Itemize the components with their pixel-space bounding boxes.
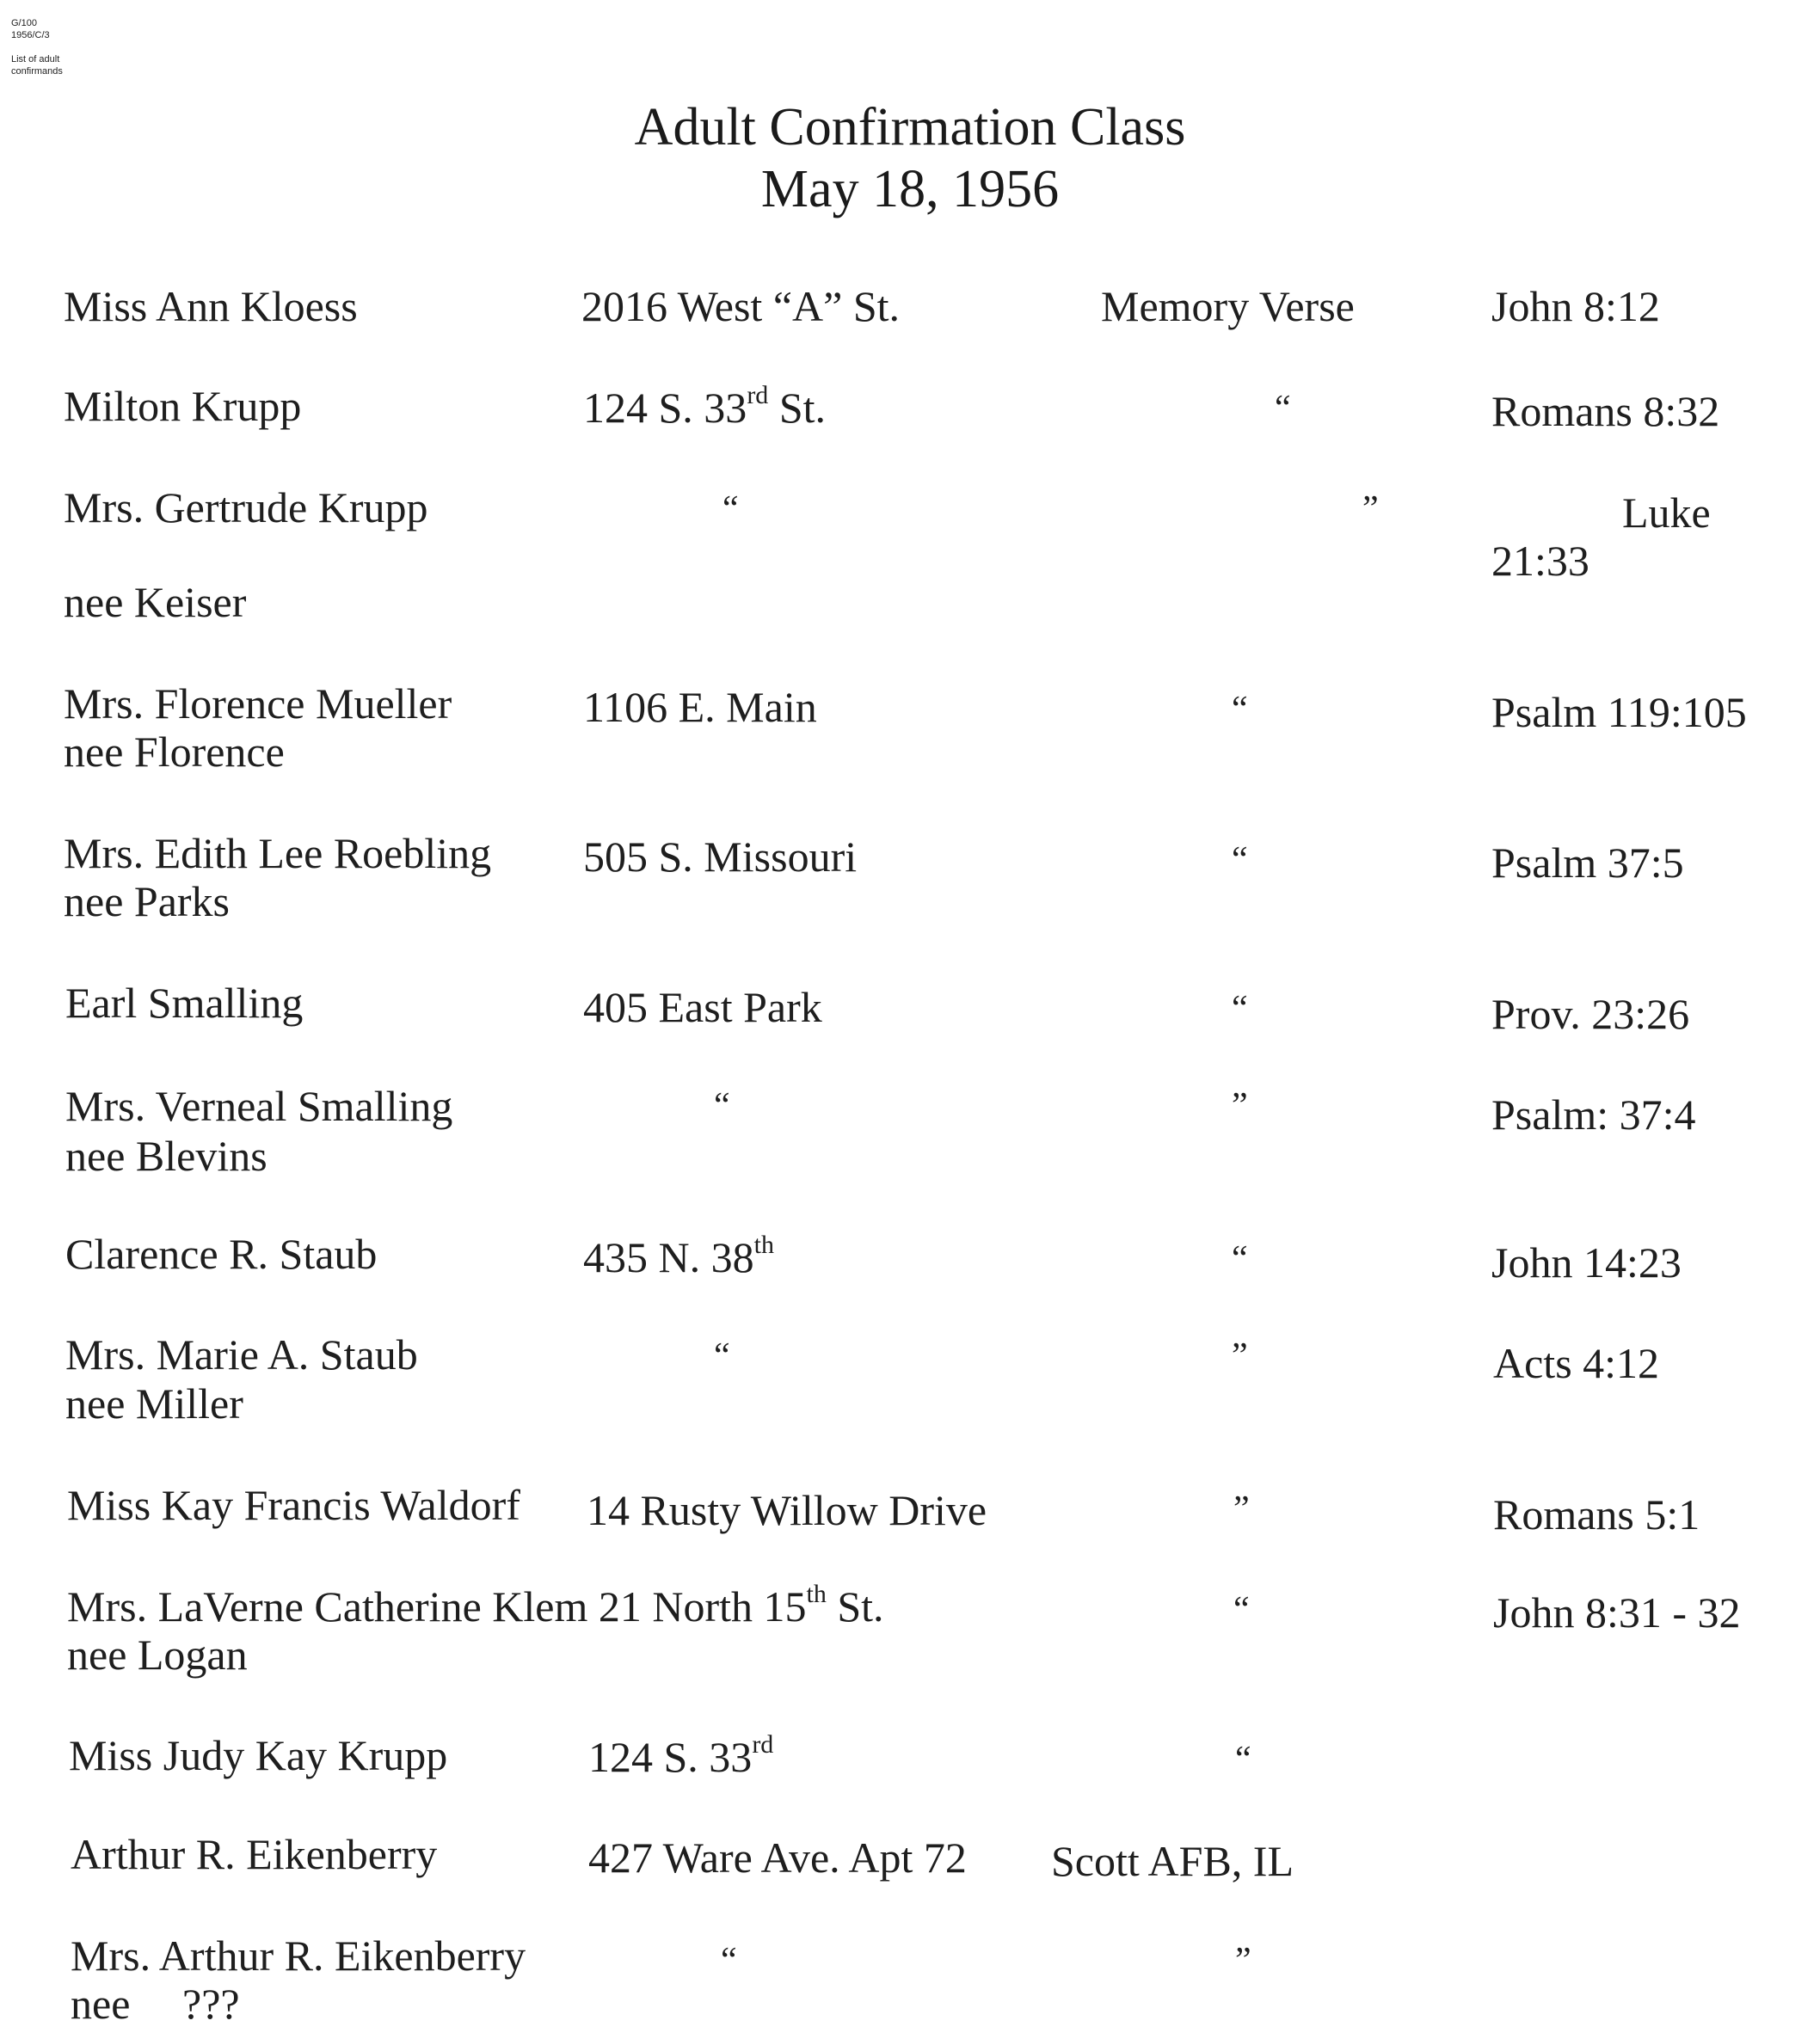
confirmand-address: 2016 West “A” St. (581, 282, 901, 330)
confirmand-address: 427 Ware Ave. Apt 72 (588, 1833, 967, 1882)
confirmand-name: Arthur R. Eikenberry (71, 1830, 438, 1878)
memory-verse-book: Luke (1622, 488, 1711, 537)
memory-verse: Acts 4:12 (1493, 1339, 1660, 1387)
memory-verse: Psalm: 37:4 (1491, 1090, 1696, 1139)
confirmand-name: Clarence R. Staub (65, 1230, 378, 1278)
confirmand-name: Milton Krupp (64, 382, 302, 430)
title-line-1: Adult Confirmation Class (634, 98, 1186, 157)
memory-verse: Romans 8:32 (1491, 387, 1720, 435)
reference-desc-line1: List of adult (11, 54, 60, 64)
ditto-mark: “ (722, 489, 739, 529)
ditto-mark: ” (1233, 1489, 1250, 1529)
confirmand-name: Mrs. Gertrude Krupp (64, 483, 428, 531)
memory-verse: Romans 5:1 (1493, 1490, 1700, 1538)
ditto-mark: “ (1232, 1239, 1248, 1279)
maiden-name: nee Keiser (64, 578, 247, 626)
title-date: May 18, 1956 (760, 160, 1060, 218)
confirmand-address: 435 N. 38th (583, 1231, 774, 1281)
ditto-mark: “ (1232, 690, 1248, 729)
confirmand-name: Mrs. Arthur R. Eikenberry (71, 1932, 526, 1980)
reference-code: G/100 (11, 18, 37, 28)
confirmand-name: Earl Smalling (65, 979, 304, 1027)
ditto-mark: “ (1235, 1740, 1251, 1779)
confirmand-address: 505 S. Missouri (583, 832, 858, 881)
memory-verse: John 8:12 (1491, 282, 1660, 330)
memory-verse: Psalm 119:105 (1491, 688, 1747, 736)
confirmand-name: Miss Kay Francis Waldorf (67, 1481, 520, 1529)
maiden-name: nee Parks (64, 877, 230, 925)
maiden-name: nee Miller (65, 1379, 243, 1428)
maiden-name: nee Florence (64, 728, 285, 776)
reference-year-code: 1956/C/3 (11, 30, 50, 40)
confirmand-name: Mrs. Marie A. Staub (65, 1330, 418, 1379)
confirmand-name: Mrs. Florence Mueller (64, 679, 452, 728)
city-state: Scott AFB, IL (1051, 1837, 1294, 1885)
maiden-name: nee Blevins (65, 1132, 267, 1180)
ditto-mark: “ (1275, 389, 1291, 428)
ditto-mark: “ (1232, 989, 1248, 1029)
ditto-mark: ” (1362, 489, 1379, 529)
reference-notation (11, 17, 63, 77)
confirmand-address: 124 S. 33rd St. (583, 381, 827, 432)
confirmand-name: Mrs. Edith Lee Roebling (64, 829, 492, 877)
ditto-mark: ” (1232, 1336, 1248, 1376)
memory-verse: John 8:31 - 32 (1493, 1588, 1741, 1637)
confirmand-address: 1106 E. Main (583, 683, 817, 731)
confirmand-name: Miss Judy Kay Krupp (69, 1731, 448, 1779)
ditto-mark: ” (1232, 1086, 1248, 1126)
ditto-mark: “ (714, 1336, 730, 1376)
document-title (0, 96, 1820, 220)
confirmand-name: Mrs. Verneal Smalling (65, 1082, 453, 1130)
ditto-mark: “ (1233, 1590, 1250, 1630)
confirmand-name: Miss Ann Kloess (64, 282, 358, 330)
ditto-mark: “ (714, 1086, 730, 1126)
confirmand-name-and-address: Mrs. LaVerne Catherine Klem 21 North 15th St. (67, 1580, 884, 1631)
ditto-mark: “ (1232, 840, 1248, 880)
memory-verse: John 14:23 (1491, 1238, 1682, 1287)
confirmand-address: 124 S. 33rd (588, 1730, 774, 1781)
memory-verse: Prov. 23:26 (1491, 990, 1690, 1038)
memory-verse: Psalm 37:5 (1491, 838, 1684, 887)
reference-desc-line2: confirmands (11, 66, 63, 77)
column-heading-memory-verse: Memory Verse (1101, 282, 1355, 330)
ditto-mark: ” (1235, 1941, 1251, 1981)
maiden-name: nee Logan (67, 1631, 248, 1679)
maiden-name-label: nee (71, 1980, 131, 2028)
maiden-name-unknown: ??? (182, 1980, 240, 2028)
confirmand-address: 14 Rusty Willow Drive (587, 1486, 987, 1534)
memory-verse-reference: 21:33 (1491, 537, 1589, 585)
confirmand-address: 405 East Park (583, 983, 822, 1031)
ditto-mark: “ (721, 1941, 737, 1981)
